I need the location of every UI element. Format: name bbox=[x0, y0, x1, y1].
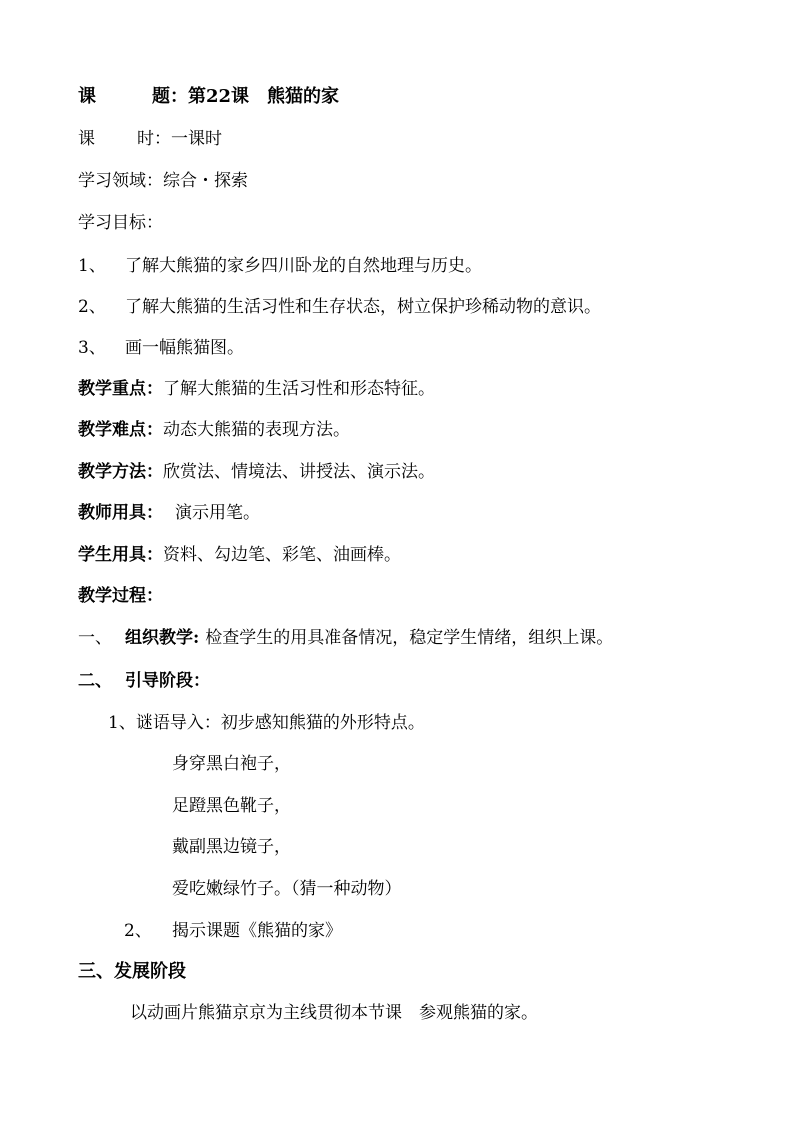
field-label: 教学难点： bbox=[78, 420, 163, 440]
field-label: 学生用具： bbox=[78, 545, 163, 565]
field-methods bbox=[78, 461, 435, 483]
riddle-line: 足蹬黑色靴子， bbox=[172, 796, 291, 816]
process-heading: 教学过程： bbox=[78, 586, 163, 606]
riddle-line: 爱吃嫩绿竹子。（猜一种动物） bbox=[172, 879, 402, 899]
field-value: 演示用笔。 bbox=[175, 503, 260, 523]
step-number: 二、 bbox=[78, 671, 112, 691]
lesson-hours-line bbox=[78, 128, 222, 150]
objectives-heading: 学习目标： bbox=[78, 213, 163, 233]
field-student-tools bbox=[78, 544, 401, 566]
step-text: 检查学生的用具准备情况，稳定学生情绪，组织上课。 bbox=[205, 628, 614, 648]
field-label: 教学重点： bbox=[78, 379, 163, 399]
field-value: 动态大熊猫的表现方法。 bbox=[163, 420, 350, 440]
objective-text: 画一幅熊猫图。 bbox=[125, 338, 244, 358]
objective-text: 了解大熊猫的家乡四川卧龙的自然地理与历史。 bbox=[125, 256, 482, 276]
hours-label-a: 课 bbox=[78, 129, 95, 149]
step-label: 组织教学: bbox=[125, 628, 200, 648]
learning-domain: 综合・探索 bbox=[163, 171, 248, 191]
learning-domain-line bbox=[78, 170, 248, 192]
field-key-points bbox=[78, 378, 435, 400]
title-label-b: 题： bbox=[152, 86, 188, 107]
objective-number: 3、 bbox=[78, 338, 106, 358]
field-value: 了解大熊猫的生活习性和形态特征。 bbox=[163, 379, 435, 399]
lesson-title: 第22课 熊猫的家 bbox=[188, 86, 340, 107]
field-teacher-tools bbox=[78, 502, 260, 524]
step-guide-sub-1: 1、谜语导入：初步感知熊猫的外形特点。 bbox=[108, 713, 425, 733]
objective-item bbox=[78, 296, 601, 318]
step-develop-text: 以动画片熊猫京京为主线贯彻本节课 参观熊猫的家。 bbox=[130, 1003, 538, 1023]
step-label: 引导阶段： bbox=[125, 671, 210, 691]
objective-item bbox=[78, 337, 244, 359]
step-text: 揭示课题《熊猫的家》 bbox=[172, 921, 342, 941]
field-label: 教师用具： bbox=[78, 503, 163, 523]
step-guide bbox=[78, 670, 210, 692]
step-number: 一、 bbox=[78, 628, 112, 648]
objective-text: 了解大熊猫的生活习性和生存状态，树立保护珍稀动物的意识。 bbox=[125, 297, 601, 317]
riddle-line: 戴副黑边镜子， bbox=[172, 837, 291, 857]
objective-item bbox=[78, 255, 482, 277]
riddle-line: 身穿黑白袍子， bbox=[172, 754, 291, 774]
step-number: 2、 bbox=[124, 921, 152, 941]
title-label-a: 课 bbox=[78, 86, 96, 107]
objective-number: 2、 bbox=[78, 297, 106, 317]
hours-label-b: 时： bbox=[137, 129, 171, 149]
field-difficulties bbox=[78, 419, 350, 441]
domain-label: 学习领域： bbox=[78, 171, 163, 191]
step-guide-sub-2 bbox=[124, 920, 342, 942]
field-value: 资料、勾边笔、彩笔、油画棒。 bbox=[163, 545, 401, 565]
step-develop-heading: 三、发展阶段 bbox=[78, 961, 186, 982]
lesson-title-line bbox=[78, 86, 339, 108]
field-value: 欣赏法、情境法、讲授法、演示法。 bbox=[163, 462, 435, 482]
field-label: 教学方法： bbox=[78, 462, 163, 482]
objective-number: 1、 bbox=[78, 256, 106, 276]
step-organize bbox=[78, 627, 613, 649]
lesson-hours: 一课时 bbox=[171, 129, 222, 149]
